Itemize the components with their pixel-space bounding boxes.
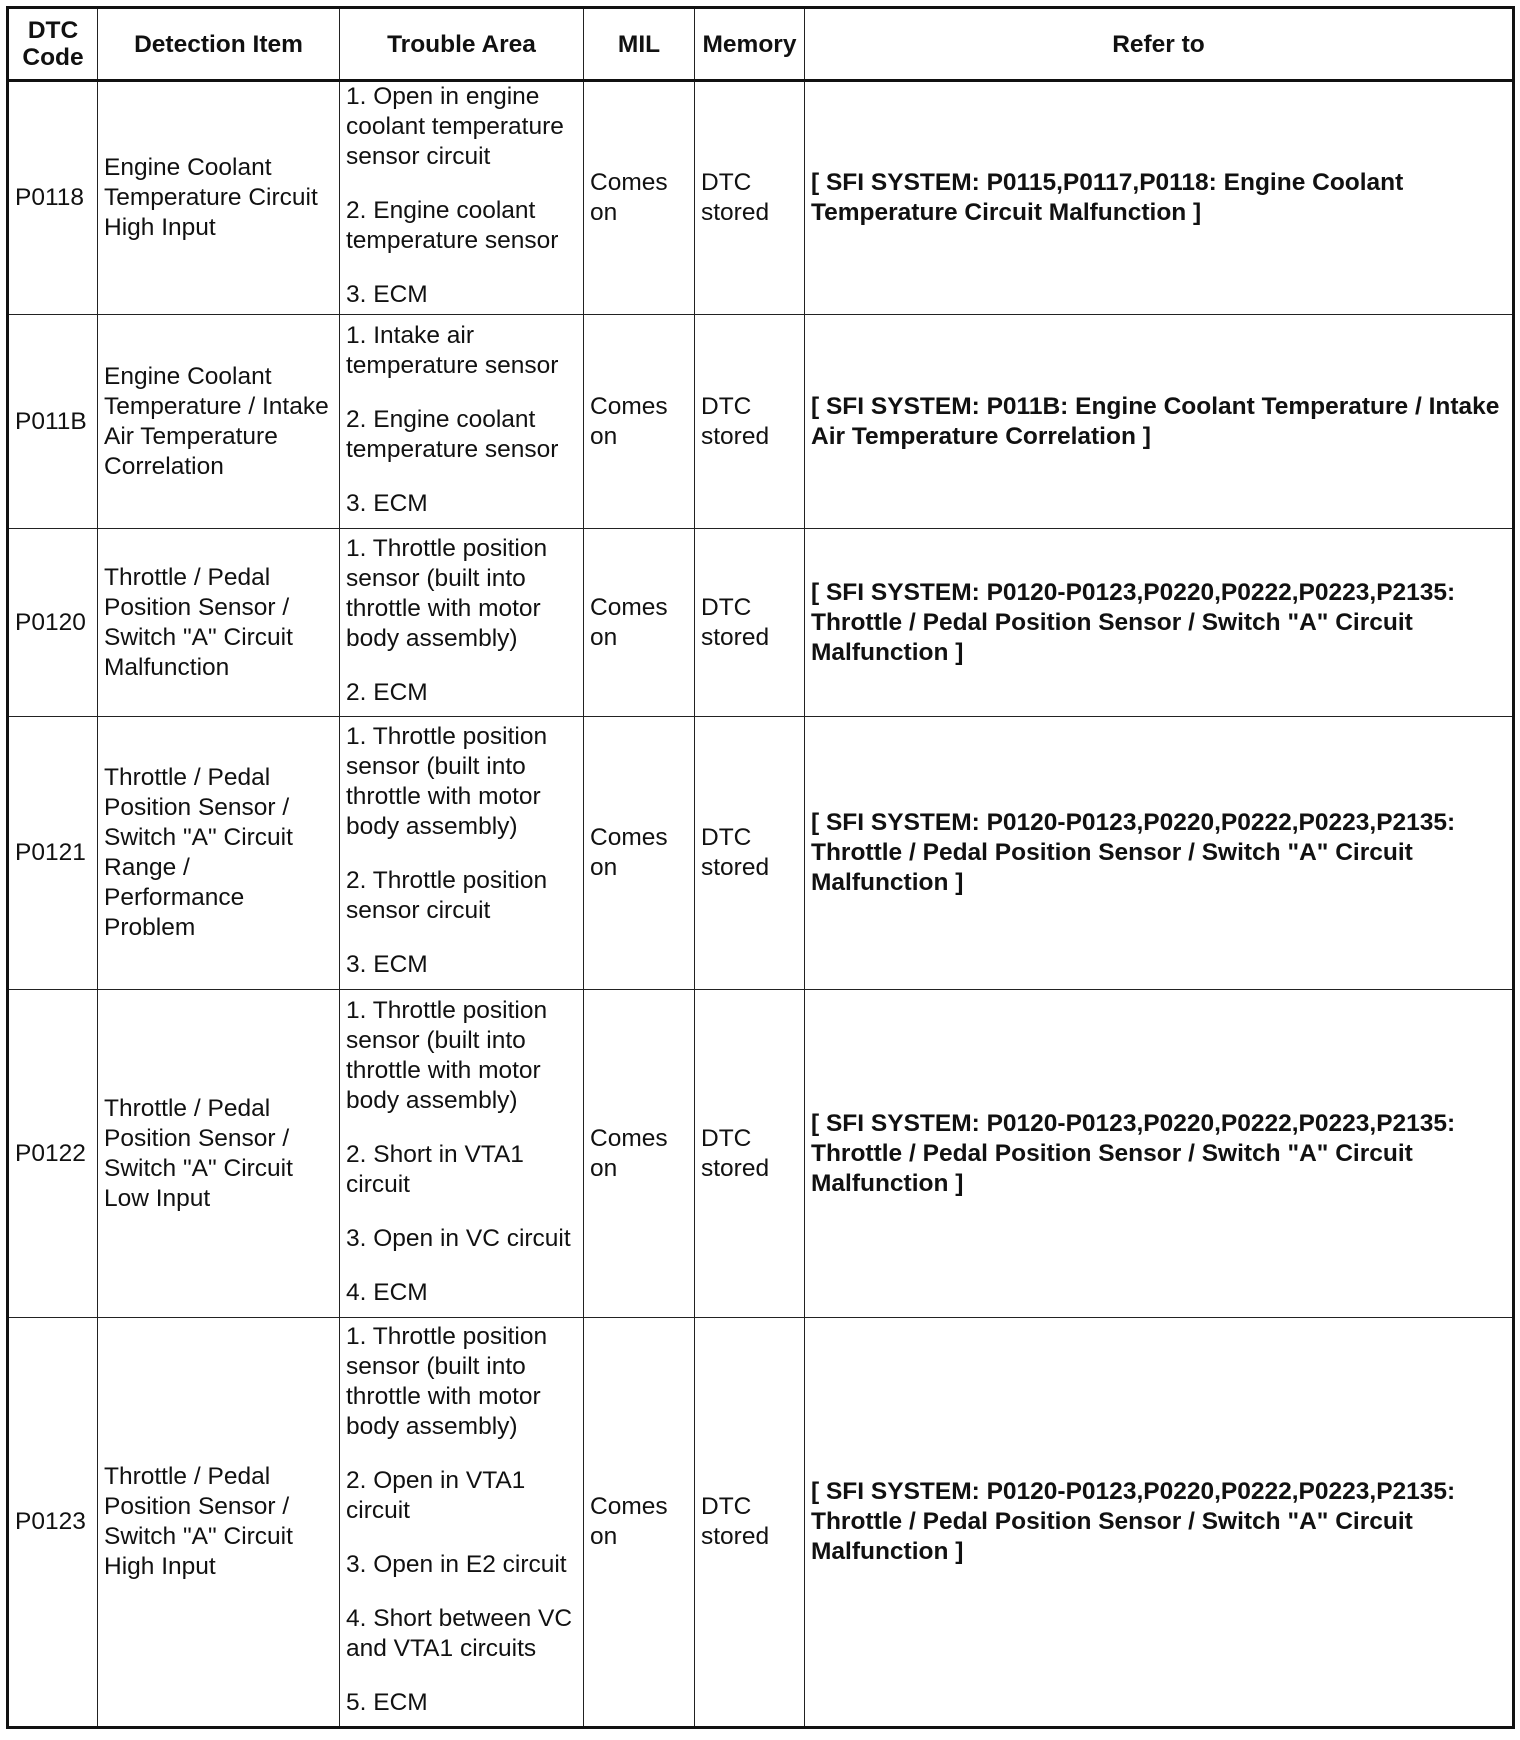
trouble-area-item: 2. Short in VTA1 circuit: [346, 1140, 524, 1198]
trouble-area-item: 2. ECM: [346, 678, 428, 706]
header-refer-to: Refer to: [805, 8, 1514, 81]
trouble-area-item: 2. Engine coolant temperature sensor: [346, 197, 559, 254]
trouble-area-cell: [340, 717, 584, 990]
refer-to-link[interactable]: [ SFI SYSTEM: P0120-P0123,P0220,P0222,P0223,P2135: Throttle / Pedal Position Sensor / Switch "A" Circuit Malfunction ]: [805, 717, 1514, 990]
mil-cell: Comes on: [584, 529, 695, 717]
memory-cell: DTC stored: [695, 81, 805, 315]
trouble-area-item: 2. Throttle position sensor circuit: [346, 867, 548, 924]
trouble-area-item: 2. Engine coolant temperature sensor: [346, 405, 559, 463]
dtc-code-cell: P0123: [8, 1318, 98, 1728]
dtc-table: [6, 6, 1515, 1729]
table-row: [8, 717, 1514, 990]
trouble-area-item: 4. Short between VC and VTA1 circuits: [346, 1605, 573, 1662]
trouble-area-cell: [340, 1318, 584, 1728]
detection-item-cell: Throttle / Pedal Position Sensor / Switch "A" Circuit Low Input: [98, 990, 340, 1318]
trouble-area-cell: [340, 990, 584, 1318]
table-row: [8, 990, 1514, 1318]
trouble-area-item: 1. Throttle position sensor (built into throttle with motor body assembly): [346, 534, 548, 652]
mil-cell: Comes on: [584, 81, 695, 315]
dtc-code-cell: P0120: [8, 529, 98, 717]
header-dtc-code: DTC Code: [8, 8, 98, 81]
detection-item-cell: Engine Coolant Temperature Circuit High Input: [98, 81, 340, 315]
header-row: [8, 8, 1514, 81]
memory-cell: DTC stored: [695, 529, 805, 717]
memory-cell: DTC stored: [695, 1318, 805, 1728]
refer-to-link[interactable]: [ SFI SYSTEM: P0120-P0123,P0220,P0222,P0223,P2135: Throttle / Pedal Position Sensor / Switch "A" Circuit Malfunction ]: [805, 529, 1514, 717]
refer-to-link[interactable]: [ SFI SYSTEM: P0120-P0123,P0220,P0222,P0223,P2135: Throttle / Pedal Position Sensor / Switch "A" Circuit Malfunction ]: [805, 1318, 1514, 1728]
trouble-area-item: 3. ECM: [346, 489, 428, 517]
trouble-area-cell: [340, 315, 584, 529]
refer-to-link[interactable]: [ SFI SYSTEM: P0120-P0123,P0220,P0222,P0223,P2135: Throttle / Pedal Position Sensor / Switch "A" Circuit Malfunction ]: [805, 990, 1514, 1318]
memory-cell: DTC stored: [695, 315, 805, 529]
trouble-area-item: 2. Open in VTA1 circuit: [346, 1467, 526, 1524]
trouble-area-item: 3. ECM: [346, 951, 428, 978]
mil-cell: Comes on: [584, 1318, 695, 1728]
dtc-code-cell: P0118: [8, 81, 98, 315]
header-memory: Memory: [695, 8, 805, 81]
trouble-area-cell: [340, 529, 584, 717]
trouble-area-item: 5. ECM: [346, 1689, 428, 1716]
trouble-area-item: 4. ECM: [346, 1278, 428, 1306]
header-detection-item: Detection Item: [98, 8, 340, 81]
table-row: [8, 81, 1514, 315]
mil-cell: Comes on: [584, 315, 695, 529]
dtc-code-cell: P0122: [8, 990, 98, 1318]
table-row: [8, 529, 1514, 717]
detection-item-cell: Throttle / Pedal Position Sensor / Switch "A" Circuit Malfunction: [98, 529, 340, 717]
trouble-area-item: 3. Open in VC circuit: [346, 1224, 571, 1252]
memory-cell: DTC stored: [695, 717, 805, 990]
memory-cell: DTC stored: [695, 990, 805, 1318]
refer-to-link[interactable]: [ SFI SYSTEM: P011B: Engine Coolant Temperature / Intake Air Temperature Correlation ]: [805, 315, 1514, 529]
mil-cell: Comes on: [584, 717, 695, 990]
table-row: [8, 1318, 1514, 1728]
header-trouble-area: Trouble Area: [340, 8, 584, 81]
trouble-area-cell: [340, 81, 584, 315]
trouble-area-item: 1. Intake air temperature sensor: [346, 321, 559, 379]
trouble-area-item: 1. Open in engine coolant temperature sensor circuit: [346, 83, 564, 170]
trouble-area-item: 3. ECM: [346, 281, 428, 308]
mil-cell: Comes on: [584, 990, 695, 1318]
trouble-area-item: 1. Throttle position sensor (built into throttle with motor body assembly): [346, 1323, 548, 1440]
detection-item-cell: Engine Coolant Temperature / Intake Air Temperature Correlation: [98, 315, 340, 529]
header-mil: MIL: [584, 8, 695, 81]
detection-item-cell: Throttle / Pedal Position Sensor / Switch "A" Circuit Range / Performance Problem: [98, 717, 340, 990]
trouble-area-item: 1. Throttle position sensor (built into throttle with motor body assembly): [346, 723, 548, 840]
dtc-code-cell: P011B: [8, 315, 98, 529]
refer-to-link[interactable]: [ SFI SYSTEM: P0115,P0117,P0118: Engine Coolant Temperature Circuit Malfunction ]: [805, 81, 1514, 315]
trouble-area-item: 3. Open in E2 circuit: [346, 1551, 567, 1578]
table-row: [8, 315, 1514, 529]
trouble-area-item: 1. Throttle position sensor (built into throttle with motor body assembly): [346, 996, 548, 1114]
detection-item-cell: Throttle / Pedal Position Sensor / Switch "A" Circuit High Input: [98, 1318, 340, 1728]
dtc-code-cell: P0121: [8, 717, 98, 990]
